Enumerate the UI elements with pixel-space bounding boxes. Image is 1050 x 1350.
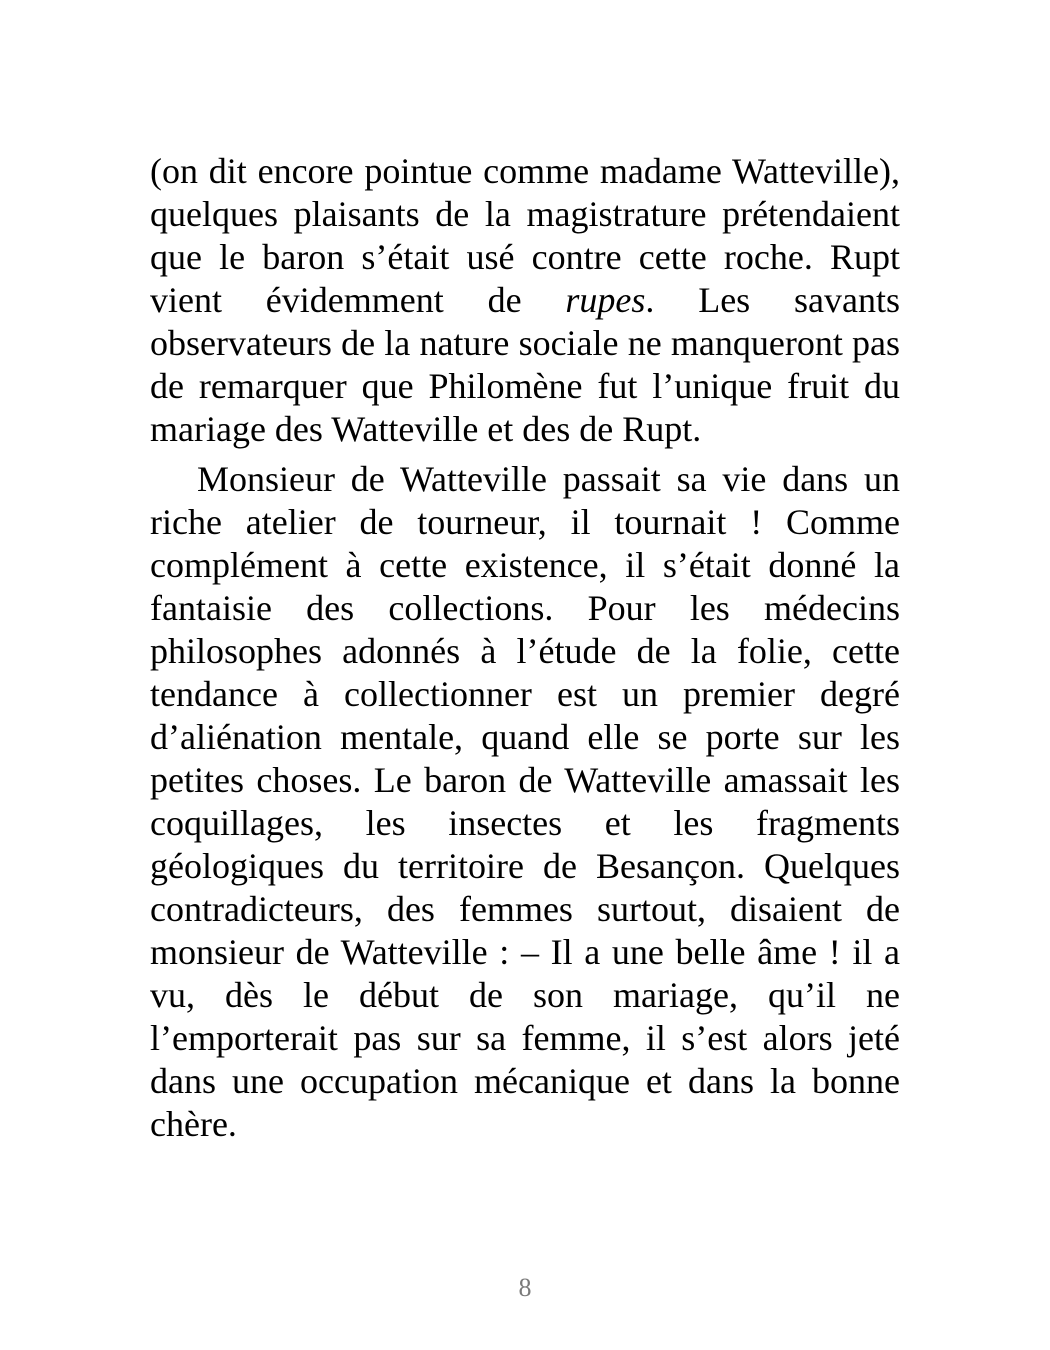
paragraph-2: Monsieur de Watteville passait sa vie dans un riche atelier de tourneur, il tournait ! Comme complément à cette existence, il s’était donné la fantaisie des collections. Pour les médecins philosophes adonnés à l’étude de la folie, cette tendance à collectionner est un premier degré d’aliénation mentale, quand elle se porte sur les petites choses. Le baron de Watteville amassait les coquillages, les insectes et les fragments géologiques du territoire de Besançon. Quelques contradicteurs, des femmes surtout, disaient de monsieur de Watteville : – Il a une belle âme ! il a vu, dès le début de son mariage, qu’il ne l’emporterait pas sur sa femme, il s’est alors jeté dans une occupation mécanique et dans la bonne chère. (150, 459, 900, 1144)
paragraph-1 (150, 150, 900, 451)
page-number: 8 (518, 1273, 532, 1302)
paragraph-1-text-start: (on dit encore pointue comme madame Watteville), quelques plaisants de la magistrature prétendaient que le baron s’était usé contre cette roche. Rupt vient évidemment de (150, 151, 900, 320)
page-body (150, 150, 900, 1146)
latin-word-emphasis: rupes (565, 280, 646, 320)
paragraph-1-text-end: . Les savants observateurs de la nature sociale ne manqueront pas de remarquer que Philomène fut l’unique fruit du mariage des Watteville et des de Rupt. (150, 280, 900, 449)
